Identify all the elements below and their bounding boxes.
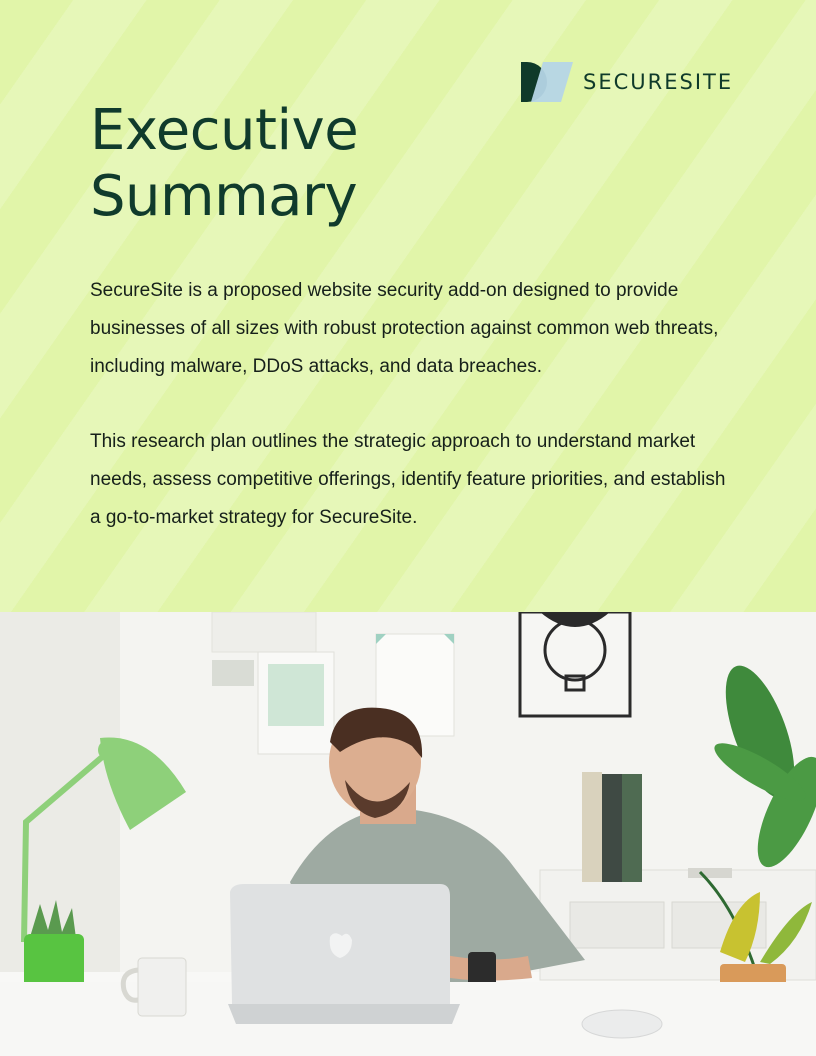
page-title-line-1: Executive [90, 98, 359, 163]
office-photo [0, 612, 816, 1056]
brand-logo [521, 62, 733, 102]
summary-paragraph-2: This research plan outlines the strategic approach to understand market needs, assess competitive offerings, identify feature priorities, and establish a go-to-market strategy for SecureSite. [90, 431, 726, 528]
securesite-logo-icon [521, 62, 575, 102]
summary-paragraph-1: SecureSite is a proposed website security add-on designed to provide businesses of all sizes with robust protection against common web threats, including malware, DDoS attacks, and data breaches. [90, 280, 719, 377]
page-title-line-2: Summary [90, 164, 358, 229]
page-title [90, 98, 358, 230]
brand-name: SECURESITE [583, 70, 734, 94]
